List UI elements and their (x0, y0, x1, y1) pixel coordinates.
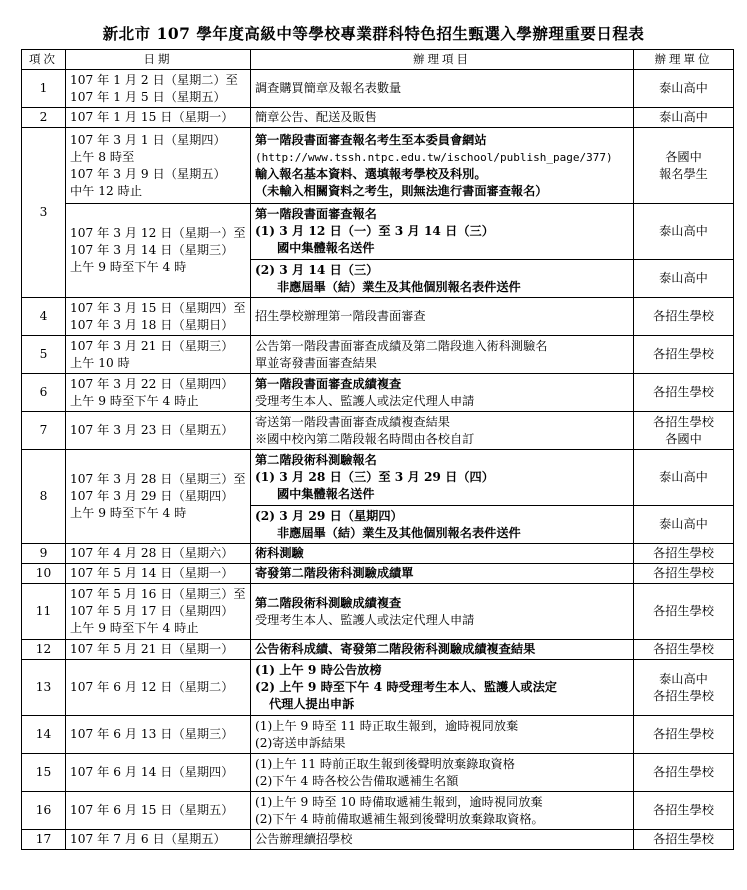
item-line: 第二階段術科測驗報名 (255, 453, 377, 467)
row-unit: 各招生學校 (634, 640, 734, 660)
row-date (66, 204, 251, 298)
item-line: 第一階段書面審查成績複查 (255, 376, 402, 391)
table-row (22, 298, 734, 336)
item-line: 國中集體報名送件 (277, 241, 375, 255)
date-line: 中午 12 時止 (70, 183, 143, 198)
date-line: 107 年 3 月 29 日（星期四） (70, 489, 234, 503)
row-item (251, 412, 634, 450)
date-line: 107 年 3 月 15 日（星期四）至 (70, 300, 246, 315)
row-date (66, 70, 251, 108)
item-line: (1) 3 月 12 日（一）至 3 月 14 日（三） (255, 224, 494, 238)
row-date: 107 年 5 月 21 日（星期一） (66, 640, 251, 660)
row-no: 11 (22, 584, 66, 640)
date-line: 上午 10 時 (70, 355, 130, 370)
item-line: 輸入報名基本資料、選填報考學校及科別。 (255, 166, 487, 181)
item-line: 第一階段書面審查報名 (255, 207, 377, 221)
row-date: 107 年 1 月 15 日（星期一） (66, 108, 251, 128)
row-item (251, 336, 634, 374)
unit-line: 泰山高中 (659, 671, 708, 686)
row-no: 8 (22, 450, 66, 544)
row-no: 16 (22, 792, 66, 830)
row-item (251, 128, 634, 204)
table-row (22, 716, 734, 754)
item-line: (2) 3 月 14 日（三） (255, 262, 379, 277)
item-line: 公告第一階段書面審查成績及第二階段進入術科測驗名 (255, 338, 548, 353)
date-line: 107 年 1 月 2 日（星期二）至 (70, 72, 238, 87)
website-url: (http://www.tssh.ntpc.edu.tw/ischool/publish_page/377) (255, 150, 613, 164)
date-line: 上午 9 時至下午 4 時 (70, 260, 187, 274)
document-title: 新北市 107 學年度高級中等學校專業群科特色招生甄選入學辦理重要日程表 (102, 24, 645, 43)
unit-line: 報名學生 (659, 166, 708, 181)
row-no: 15 (22, 754, 66, 792)
table-row (22, 640, 734, 660)
row-no: 10 (22, 564, 66, 584)
item-line: (2)下午 4 時各校公告備取遞補生名額 (255, 773, 459, 788)
row-date (66, 584, 251, 640)
row-item: 公告術科成績、寄發第二階段術科測驗成績複查結果 (251, 640, 634, 660)
row-unit: 各招生學校 (634, 830, 734, 850)
row-no: 2 (22, 108, 66, 128)
date-line: 107 年 3 月 14 日（星期三） (70, 243, 234, 257)
row-unit: 泰山高中 (634, 450, 734, 506)
date-line: 上午 8 時至 (70, 149, 135, 164)
row-unit: 各招生學校 (634, 336, 734, 374)
table-row (22, 412, 734, 450)
item-line: (1)上午 9 時至 11 時正取生報到，逾時視同放棄 (255, 718, 519, 733)
date-line: 上午 9 時至下午 4 時止 (70, 393, 199, 408)
item-line: (1)上午 11 時前正取生報到後聲明放棄錄取資格 (255, 756, 515, 771)
date-line: 107 年 3 月 9 日（星期五） (70, 166, 226, 181)
header-no: 項次 (22, 50, 66, 70)
date-line: 107 年 3 月 22 日（星期四） (70, 376, 234, 391)
row-item (251, 374, 634, 412)
row-unit: 泰山高中 (634, 506, 734, 544)
date-line: 107 年 3 月 28 日（星期三）至 (70, 472, 246, 486)
row-unit: 泰山高中 (634, 260, 734, 298)
row-unit (634, 412, 734, 450)
row-date: 107 年 6 月 13 日（星期三） (66, 716, 251, 754)
row-item (251, 204, 634, 260)
table-row (22, 70, 734, 108)
row-item: 招生學校辦理第一階段書面審查 (251, 298, 634, 336)
row-unit: 各招生學校 (634, 298, 734, 336)
table-row (22, 830, 734, 850)
row-date (66, 336, 251, 374)
row-item (251, 260, 634, 298)
item-line: (2)寄送申訴結果 (255, 735, 346, 750)
table-row (22, 108, 734, 128)
row-item (251, 450, 634, 506)
row-no: 7 (22, 412, 66, 450)
date-line: 107 年 5 月 17 日（星期四） (70, 604, 234, 618)
row-item (251, 716, 634, 754)
row-no: 12 (22, 640, 66, 660)
row-unit: 各招生學校 (634, 564, 734, 584)
table-row (22, 792, 734, 830)
item-line: (1)上午 9 時至 10 時備取遞補生報到，逾時視同放棄 (255, 794, 543, 809)
row-date: 107 年 5 月 14 日（星期一） (66, 564, 251, 584)
row-no: 13 (22, 660, 66, 716)
row-no: 5 (22, 336, 66, 374)
row-date: 107 年 7 月 6 日（星期五） (66, 830, 251, 850)
date-line: 107 年 3 月 12 日（星期一）至 (70, 226, 246, 240)
row-unit: 各招生學校 (634, 792, 734, 830)
item-line: (1) 上午 9 時公告放榜 (255, 663, 382, 677)
schedule-table (21, 49, 734, 850)
unit-line: 各國中 (665, 149, 702, 164)
item-line: 第二階段術科測驗成績複查 (255, 595, 402, 610)
row-date: 107 年 6 月 12 日（星期二） (66, 660, 251, 716)
row-no: 17 (22, 830, 66, 850)
row-item (251, 506, 634, 544)
date-line: 107 年 1 月 5 日（星期五） (70, 89, 226, 104)
row-date: 107 年 6 月 14 日（星期四） (66, 754, 251, 792)
row-date (66, 374, 251, 412)
row-unit: 各招生學校 (634, 584, 734, 640)
row-item: 公告辦理續招學校 (251, 830, 634, 850)
header-unit: 辦理單位 (634, 50, 734, 70)
date-line: 107 年 3 月 1 日（星期四） (70, 132, 226, 147)
table-row (22, 336, 734, 374)
row-date (66, 298, 251, 336)
date-line: 107 年 5 月 16 日（星期三）至 (70, 587, 246, 601)
date-line: 107 年 3 月 18 日（星期日） (70, 317, 234, 332)
table-row (22, 584, 734, 640)
row-unit: 泰山高中 (634, 204, 734, 260)
item-line: 第一階段書面審查報名考生至本委員會網站 (255, 132, 487, 147)
row-item (251, 792, 634, 830)
item-line: 非應屆畢（結）業生及其他個別報名表件送件 (277, 525, 521, 540)
table-header-row (22, 50, 734, 70)
row-unit: 泰山高中 (634, 108, 734, 128)
item-line: 單並寄發書面審查結果 (255, 355, 377, 370)
item-line: 受理考生本人、監護人或法定代理人申請 (255, 393, 475, 408)
row-unit: 各招生學校 (634, 544, 734, 564)
table-row (22, 450, 734, 506)
row-unit (634, 660, 734, 716)
table-row (22, 374, 734, 412)
row-unit: 泰山高中 (634, 70, 734, 108)
row-no: 14 (22, 716, 66, 754)
row-date (66, 128, 251, 204)
date-line: 上午 9 時至下午 4 時 (70, 506, 187, 520)
unit-line: 各國中 (665, 431, 702, 446)
item-line: ※國中校內第二階段報名時間由各校自訂 (255, 431, 475, 446)
table-row (22, 754, 734, 792)
row-item: 術科測驗 (251, 544, 634, 564)
row-unit (634, 128, 734, 204)
row-unit: 各招生學校 (634, 754, 734, 792)
item-line: 寄送第一階段書面審查成績複查結果 (255, 414, 450, 429)
row-no: 6 (22, 374, 66, 412)
row-item (251, 660, 634, 716)
row-item: 簡章公告、配送及販售 (251, 108, 634, 128)
unit-line: 各招生學校 (653, 688, 714, 703)
row-item (251, 584, 634, 640)
item-line: (2)下午 4 時前備取遞補生報到後聲明放棄錄取資格。 (255, 811, 544, 826)
table-row (22, 204, 734, 260)
row-unit: 各招生學校 (634, 374, 734, 412)
item-line: （未輸入相關資料之考生，則無法進行書面審查報名） (255, 183, 548, 198)
item-line: (2) 上午 9 時至下午 4 時受理考生本人、監護人或法定 (255, 680, 557, 694)
row-date: 107 年 3 月 23 日（星期五） (66, 412, 251, 450)
date-line: 107 年 3 月 21 日（星期三） (70, 338, 234, 353)
table-row (22, 128, 734, 204)
row-no: 3 (22, 128, 66, 298)
row-unit: 各招生學校 (634, 716, 734, 754)
header-item: 辦理項目 (251, 50, 634, 70)
row-item (251, 754, 634, 792)
header-date: 日期 (66, 50, 251, 70)
item-line: (1) 3 月 28 日（三）至 3 月 29 日（四） (255, 470, 494, 484)
date-line: 上午 9 時至下午 4 時止 (70, 621, 199, 635)
unit-line: 各招生學校 (653, 414, 714, 429)
item-line: 受理考生本人、監護人或法定代理人申請 (255, 612, 475, 627)
row-date: 107 年 4 月 28 日（星期六） (66, 544, 251, 564)
row-no: 4 (22, 298, 66, 336)
row-item: 寄發第二階段術科測驗成績單 (251, 564, 634, 584)
row-date (66, 450, 251, 544)
item-line: 代理人提出申訴 (269, 697, 355, 711)
row-item: 調查購買簡章及報名表數量 (251, 70, 634, 108)
table-row (22, 564, 734, 584)
row-date: 107 年 6 月 15 日（星期五） (66, 792, 251, 830)
table-row (22, 660, 734, 716)
item-line: (2) 3 月 29 日（星期四） (255, 508, 403, 523)
table-row (22, 544, 734, 564)
item-line: 國中集體報名送件 (277, 487, 375, 501)
row-no: 9 (22, 544, 66, 564)
item-line: 非應屆畢（結）業生及其他個別報名表件送件 (277, 279, 521, 294)
row-no: 1 (22, 70, 66, 108)
